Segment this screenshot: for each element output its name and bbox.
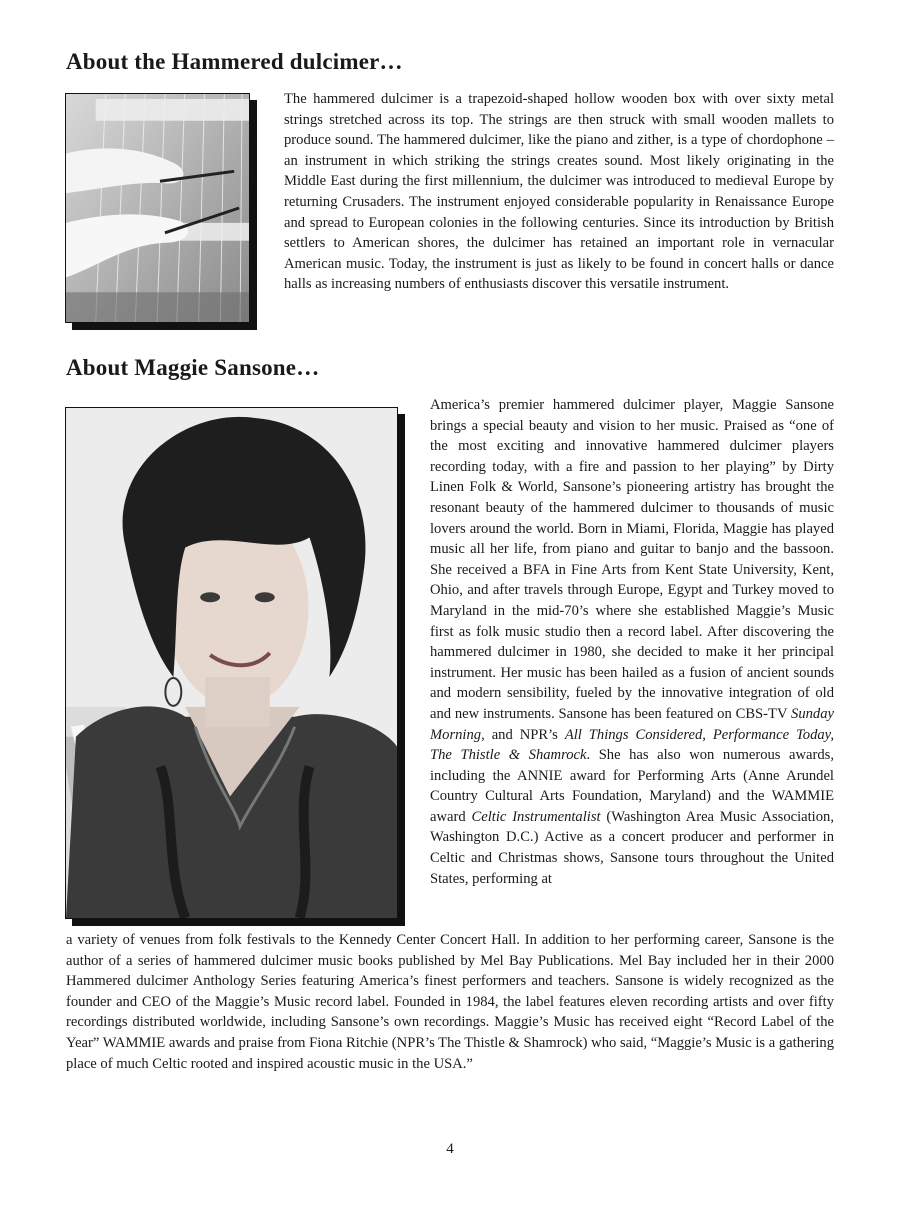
page-number: 4 [446,1141,454,1157]
bio-text-2: and NPR’s [484,726,565,743]
bio-italic-sunday-morning: Sunday Morning, [430,705,834,743]
sansone-paragraph-wrapped [430,395,834,889]
bio-italic-celtic-instrumentalist: Celtic Instrumentalist [471,808,601,825]
dulcimer-photo [65,93,250,323]
bio-italic-npr-shows: All Things Considered, Performance Today, The Thistle & Shamrock [430,726,834,764]
bio-text-4: (Washington Area Music Association, Washington D.C.) Active as a concert producer and performer in Celtic and Christmas shows, Sansone tours throughout the United States, performing at [430,808,834,887]
bio-text-1: America’s premier hammered dulcimer player, Maggie Sansone brings a special beauty and vision to her music. Praised as “one of the most exciting and innovative hammered dulcimer players recording today, with a fire and passion to her playing” by Dirty Linen Folk & World, Sansone’s pioneering artistry has brought the resonant beauty of the hammered dulcimer to thousands of music lovers around the world. Born in Miami, Florida, Maggie has played music all her life, from piano and guitar to banjo and the bassoon. She received a BFA in Fine Arts from Kent State University, Kent, Ohio, and after travels through Europe, Egypt and Turkey moved to Maryland in the mid-70’s where she established Maggie’s Music first as folk music studio then a record label. After discovering the hammered dulcimer in 1980, she decided to make it her principal instrument. Her music has been hailed as a fusion of ancient sounds and modern sensibility, fueled by the innovative integration of old and new instruments. Sansone has been featured on CBS-TV [430,397,834,722]
section-heading-sansone: About Maggie Sansone… [66,355,320,380]
dulcimer-paragraph: The hammered dulcimer is a trapezoid-shaped hollow wooden box with over sixty metal strings stretched across its top. The strings are then struck with small wooden mallets to produce sound. The hammered dulcimer, like the piano and zither, is a type of chordophone – an instrument in which striking the strings creates sound. Most likely originating in the Middle East during the first millennium, the dulcimer was introduced to medieval Europe by returning Crusaders. The instrument enjoyed considerable popularity in Renaissance Europe and spread to European colonies in the following centuries. Since its introduction by British settlers to American shores, the dulcimer has retained an important role in vernacular American music. Today, the instrument is just as likely to be found in concert halls or dance halls as increasing numbers of enthusiasts discover this versatile instrument. [284,91,834,293]
portrait-photo [65,407,398,919]
sansone-paragraph-full-width: a variety of venues from folk festivals to the Kennedy Center Concert Hall. In addition to her performing career, Sansone is the author of a series of hammered dulcimer music books published by Mel Bay Publications. Mel Bay included her in their 2000 Hammered dulcimer Anthology Series featuring America’s finest performers and teachers. Sansone is widely recognized as the founder and CEO of the Maggie’s Music record label. Founded in 1984, the label features eleven recording artists and over fifty recordings distributed worldwide, including Sansone’s own recordings. Maggie’s Music has received eight “Record Label of the Year” WAMMIE awards and praise from Fiona Ritchie (NPR’s The Thistle & Shamrock) who said, “Maggie’s Music is a gathering place of much Celtic rooted and inspired acoustic music in the USA.” [66,932,834,1072]
section-heading-dulcimer: About the Hammered dulcimer… [66,49,403,74]
bio-text-3: . She has also won numerous awards, including the ANNIE award for Performing Arts (Anne Arundel Country Cultural Arts Foundation, Maryland) and the WAMMIE award [430,747,835,825]
